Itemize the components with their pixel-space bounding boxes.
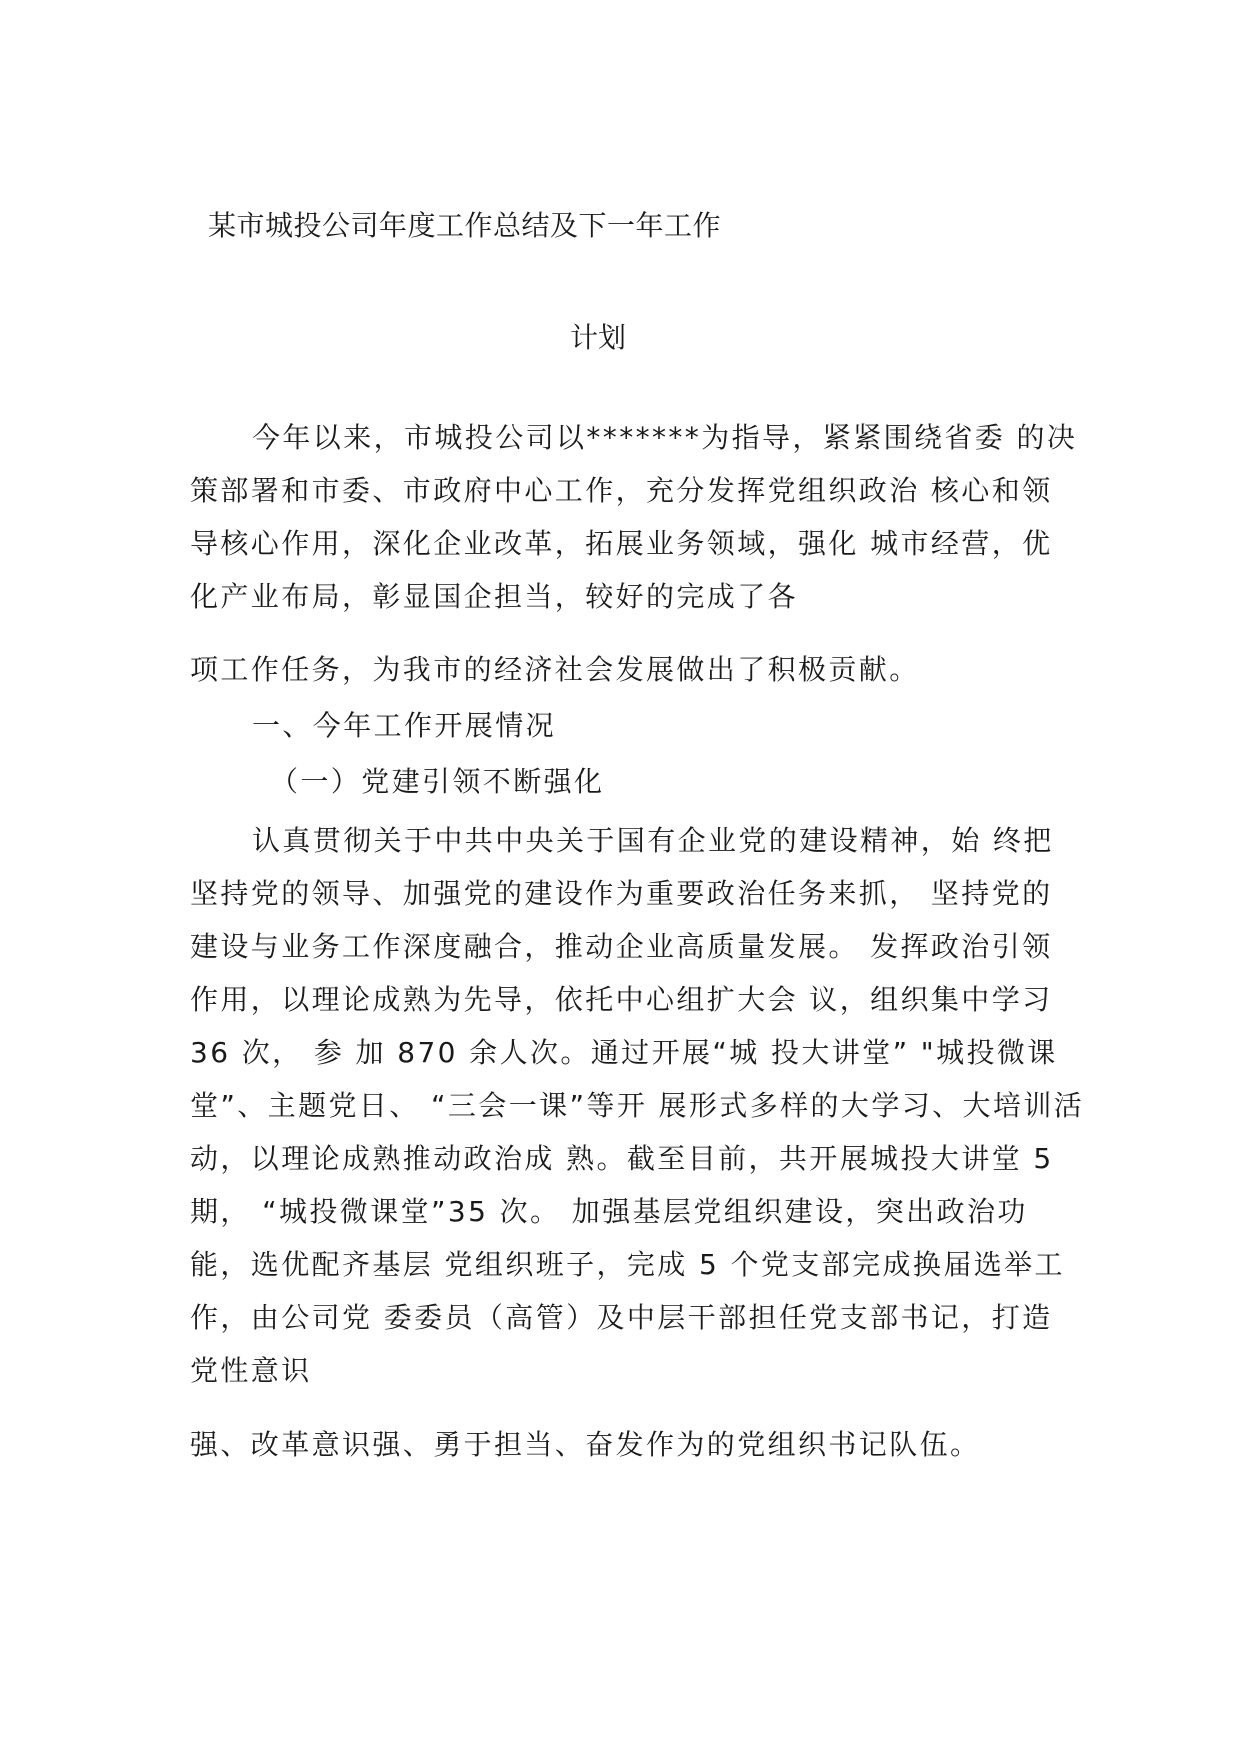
paragraph-4-line-1: 强、改革意识强、勇于担当、奋发作为的党组织书记队伍。 [190,1428,981,1461]
paragraph-3-line-6: 堂”、主题党日、 “三会一课”等开 展形式多样的大学习、大培训活 [190,1089,1085,1122]
paragraph-1-line-4: 化产业布局，彰显国企担当，较好的完成了各 [190,580,799,613]
paragraph-3-line-11: 党性意识 [190,1354,312,1387]
paragraph-3-line-9: 能，选优配齐基层 党组织班子，完成 5 个党支部完成换届选举工 [190,1248,1065,1281]
paragraph-3-line-8: 期， “城投微课堂”35 次。 加强基层党组织建设，突出政治功 [190,1195,1028,1228]
subsection-heading: （一）党建引领不断强化 [270,765,605,798]
document-title-line-2: 计划 [570,321,627,354]
paragraph-3-line-1: 认真贯彻关于中共中央关于国有企业党的建设精神，始 终把 [252,824,1054,857]
paragraph-1-line-2: 策部署和市委、市政府中心工作，充分发挥党组织政治 核心和领 [190,474,1053,507]
paragraph-1-line-3: 导核心作用，深化企业改革，拓展业务领域，强化 城市经营，优 [190,527,1053,560]
section-heading: 一、今年工作开展情况 [252,709,557,742]
paragraph-3-line-4: 作用，以理论成熟为先导，依托中心组扩大会 议，组织集中学习 [190,983,1053,1016]
paragraph-3-line-5: 36 次， 参 加 870 余人次。通过开展“城 投大讲堂” "城投微课 [190,1036,1058,1069]
document-title-line-1: 某市城投公司年度工作总结及下一年工作 [208,209,722,242]
paragraph-3-line-3: 建设与业务工作深度融合，推动企业高质量发展。 发挥政治引领 [190,930,1053,963]
paragraph-2-line-1: 项工作任务，为我市的经济社会发展做出了积极贡献。 [190,653,920,686]
paragraph-1-line-1: 今年以来，市城投公司以*******为指导，紧紧围绕省委 的决 [252,421,1078,454]
paragraph-3-line-7: 动，以理论成熟推动政治成 熟。截至目前，共开展城投大讲堂 5 [190,1142,1054,1175]
paragraph-3-line-10: 作，由公司党 委委员（高管）及中层干部担任党支部书记，打造 [190,1301,1053,1334]
paragraph-3-line-2: 坚持党的领导、加强党的建设作为重要政治任务来抓， 坚持党的 [190,877,1053,910]
